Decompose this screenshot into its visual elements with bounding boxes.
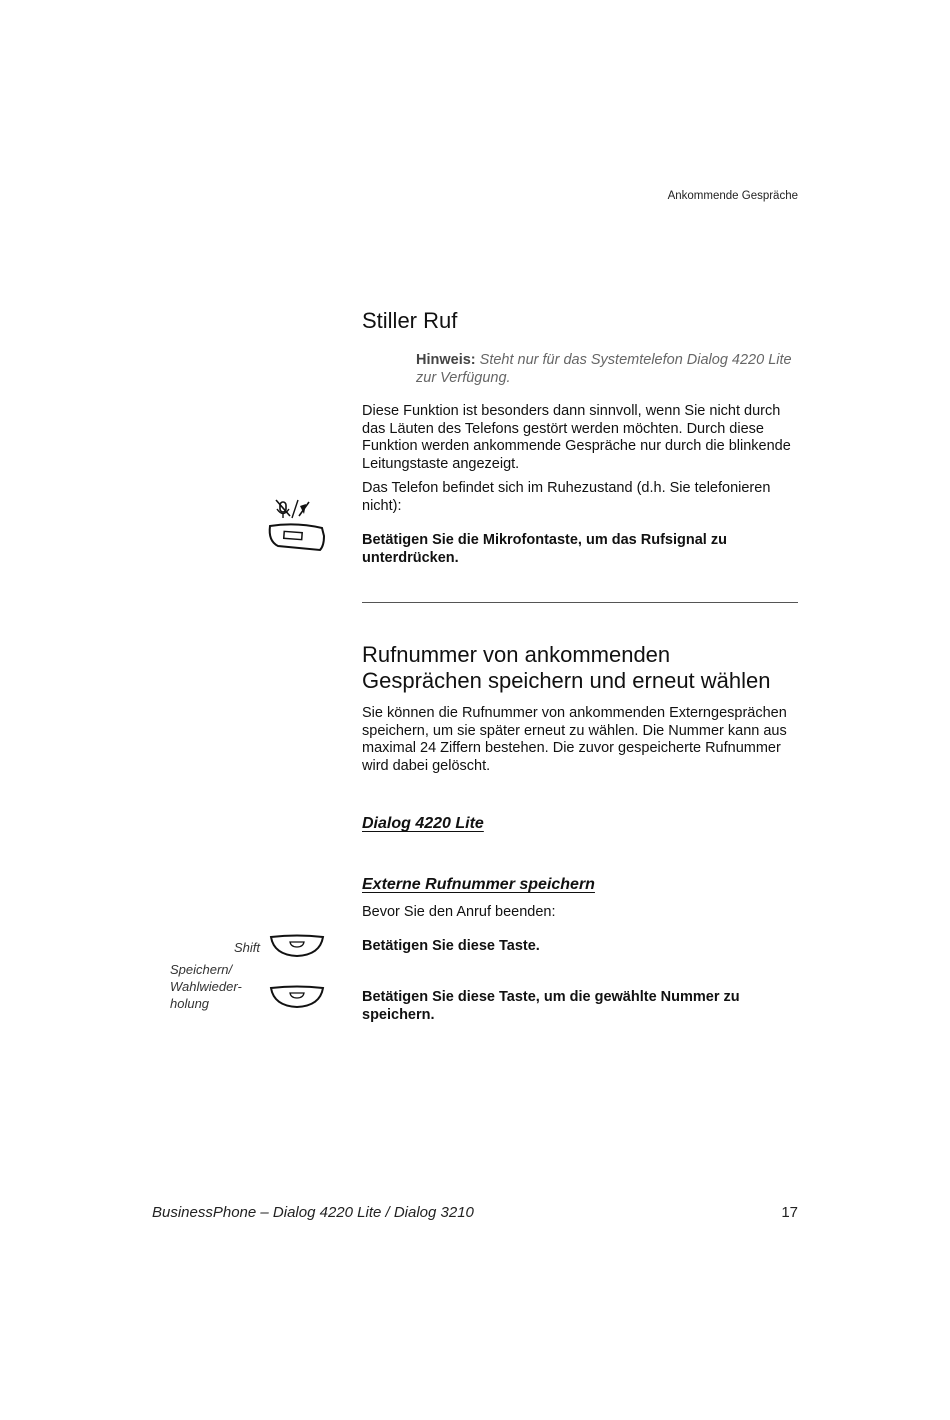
shift-key-label: Shift: [233, 940, 260, 955]
paragraph-idle-state: Das Telefon befindet sich im Ruhezustand (d.h. Sie telefonieren nicht):: [362, 480, 771, 514]
intro-before-ending-call: Bevor Sie den Anruf beenden:: [362, 904, 556, 920]
shift-key-icon: [268, 933, 326, 959]
page-number: 17: [781, 1204, 798, 1221]
microphone-mute-key-icon: [266, 496, 328, 554]
note: [416, 351, 806, 387]
save-redial-key-icon: [268, 984, 326, 1010]
redial-key-label-line3: holung: [170, 996, 210, 1011]
paragraph-store-number: Sie können die Rufnummer von ankommenden Externgesprächen speichern, um sie später erneut zu wählen. Die Nummer kann aus maximal 24 Ziffern bestehen. Die zuvor gespeicherte Rufnummer wird dabei gelöscht.: [362, 705, 787, 774]
footer-product-name: BusinessPhone – Dialog 4220 Lite / Dialog 3210: [152, 1204, 474, 1221]
step-press-shift-key: Betätigen Sie diese Taste.: [362, 938, 540, 954]
redial-key-label-line1: Speichern/: [170, 962, 233, 977]
step-press-save-key: Betätigen Sie diese Taste, um die gewählte Nummer zu speichern.: [362, 989, 740, 1023]
section-title-line2: Gesprächen speichern und erneut wählen: [362, 668, 771, 693]
running-header: Ankommende Gespräche: [667, 190, 798, 202]
paragraph-function-description: Diese Funktion ist besonders dann sinnvoll, wenn Sie nicht durch das Läuten des Telefons gestört werden möchten. Durch diese Funktion werden ankommende Gespräche nur durch die blinkende Leitungstaste angezeigt.: [362, 403, 791, 472]
section-title-line1: Rufnummer von ankommenden: [362, 642, 671, 667]
redial-key-label: [170, 961, 260, 1012]
model-heading: Dialog 4220 Lite: [362, 815, 484, 832]
redial-key-label-line2: Wahlwieder-: [170, 979, 242, 994]
section-divider: [362, 602, 798, 603]
sub-heading-store-external: Externe Rufnummer speichern: [362, 876, 595, 893]
step-press-microphone-key: Betätigen Sie die Mikrofontaste, um das Rufsignal zu unterdrücken.: [362, 532, 727, 566]
section-title-stiller-ruf: Stiller Ruf: [362, 308, 458, 333]
note-label: Hinweis:: [416, 352, 476, 368]
note-text: Steht nur für das Systemtelefon Dialog 4220 Lite zur Verfügung.: [416, 352, 792, 386]
